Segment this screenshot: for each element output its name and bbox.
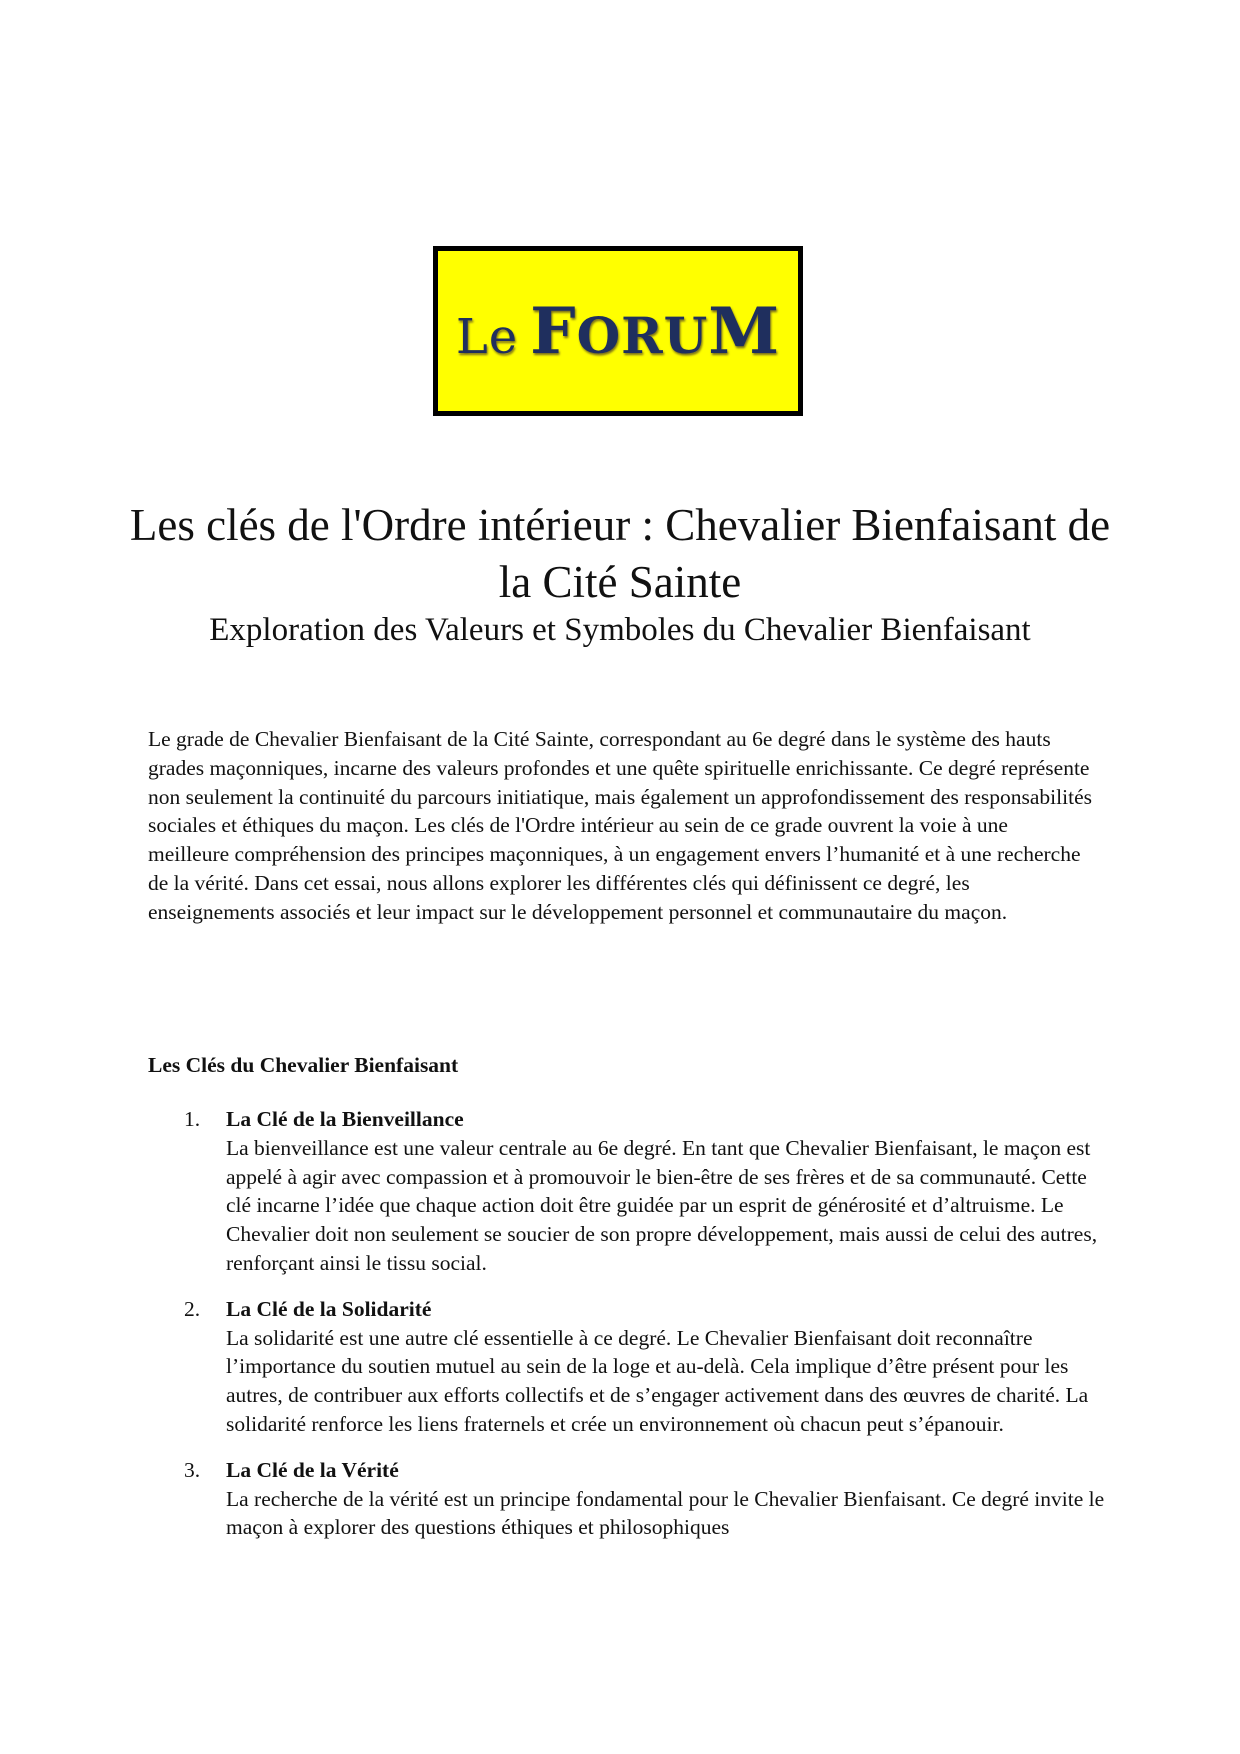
section-heading: Les Clés du Chevalier Bienfaisant [148, 1053, 459, 1077]
le-forum-logo [433, 246, 803, 416]
key-item-solidarite [148, 1295, 1108, 1439]
key-item-verite [148, 1456, 1108, 1542]
key-title: La Clé de la Solidarité [226, 1296, 432, 1321]
keys-list [148, 1105, 1108, 1559]
document-subtitle: Exploration des Valeurs et Symboles du Chevalier Bienfaisant [209, 612, 1031, 648]
logo-forum: FORUM [530, 293, 781, 369]
key-number: 1. [184, 1107, 201, 1131]
intro-paragraph: Le grade de Chevalier Bienfaisant de la Cité Sainte, correspondant au 6e degré dans le système des hauts grades maçonniques, incarne des valeurs profondes et une quête spirituelle enrichissante. Ce degré représente non seulement la continuité du parcours initiatique, mais également un approfondissement des responsabilités sociales et éthiques du maçon. Les clés de l'Ordre intérieur au sein de ce grade ouvrent la voie à une meilleure compréhension des principes maçonniques, à un engagement envers l’humanité et à une recherche de la vérité. Dans cet essai, nous allons explorer les différentes clés qui définissent ce degré, les enseignements associés et leur impact sur le développement personnel et communautaire du maçon. [148, 727, 1092, 924]
key-title: La Clé de la Bienveillance [226, 1107, 464, 1131]
document-title: Les clés de l'Ordre intérieur : Chevalier Bienfaisant de la Cité Sainte [129, 500, 1111, 607]
key-title: La Clé de la Vérité [226, 1457, 399, 1482]
key-number: 2. [184, 1296, 201, 1321]
key-body: La recherche de la vérité est un principe fondamental pour le Chevalier Bienfaisant. Ce degré invite le maçon à explorer des questions éthiques et philosophiques [226, 1486, 1105, 1540]
key-body: La bienveillance est une valeur centrale au 6e degré. En tant que Chevalier Bienfaisant, le maçon est appelé à agir avec compassion et à promouvoir le bien-être de ses frères et de sa communauté. Cette clé incarne l’idée que chaque action doit être guidée par un esprit de générosité et d’altruisme. Le Chevalier doit non seulement se soucier de son propre développement, mais aussi de celui des autres, renforçant ainsi le tissu social. [226, 1135, 1098, 1275]
key-item-bienveillance [148, 1105, 1108, 1278]
key-number: 3. [184, 1457, 201, 1482]
logo-le: Le [455, 308, 519, 365]
logo-wordmark [456, 294, 780, 369]
key-body: La solidarité est une autre clé essentielle à ce degré. Le Chevalier Bienfaisant doit reconnaître l’importance du soutien mutuel au sein de la loge et au-delà. Cela implique d’être présent pour les autres, de contribuer aux efforts collectifs et de s’engager activement dans des œuvres de charité. La solidarité renforce les liens fraternels et crée un environnement où chacun peut s’épanouir. [226, 1325, 1089, 1436]
